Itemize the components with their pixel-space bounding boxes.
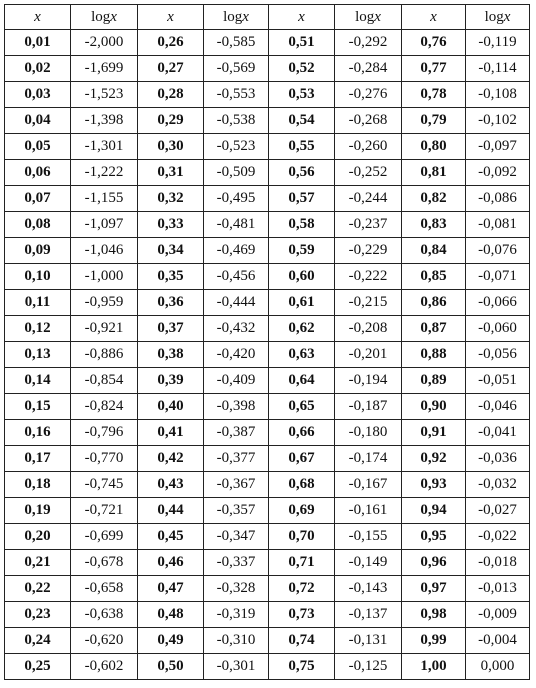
log-value-cell: -0,215 <box>335 290 402 316</box>
log-value-cell: -0,022 <box>466 524 530 550</box>
x-value-cell: 0,59 <box>269 238 335 264</box>
log-value-cell: -0,377 <box>204 446 269 472</box>
x-value-cell: 0,29 <box>138 108 204 134</box>
x-value-cell: 0,27 <box>138 56 204 82</box>
table-row <box>5 290 530 316</box>
table-row <box>5 186 530 212</box>
x-value-cell: 0,82 <box>402 186 466 212</box>
log-value-cell: -0,268 <box>335 108 402 134</box>
table-row <box>5 160 530 186</box>
header-log-var: x <box>110 8 117 25</box>
x-value-cell: 0,08 <box>5 212 71 238</box>
table-row <box>5 342 530 368</box>
log-value-cell: -0,328 <box>204 576 269 602</box>
log-value-cell: 0,000 <box>466 654 530 680</box>
header-log-var: x <box>374 8 381 25</box>
log-value-cell: -0,469 <box>204 238 269 264</box>
x-value-cell: 0,66 <box>269 420 335 446</box>
log-value-cell: -0,036 <box>466 446 530 472</box>
x-value-cell: 0,85 <box>402 264 466 290</box>
log-value-cell: -0,060 <box>466 316 530 342</box>
x-value-cell: 0,73 <box>269 602 335 628</box>
x-value-cell: 0,78 <box>402 82 466 108</box>
x-value-cell: 0,60 <box>269 264 335 290</box>
log-value-cell: -0,194 <box>335 368 402 394</box>
x-value-cell: 0,79 <box>402 108 466 134</box>
x-value-cell: 0,53 <box>269 82 335 108</box>
log-value-cell: -0,252 <box>335 160 402 186</box>
x-value-cell: 0,88 <box>402 342 466 368</box>
x-value-cell: 0,93 <box>402 472 466 498</box>
log-value-cell: -0,638 <box>71 602 138 628</box>
table-row <box>5 368 530 394</box>
x-value-cell: 0,18 <box>5 472 71 498</box>
table-row <box>5 316 530 342</box>
table-row <box>5 420 530 446</box>
header-log-var: x <box>503 8 511 25</box>
log-value-cell: -0,367 <box>204 472 269 498</box>
log-value-cell: -1,155 <box>71 186 138 212</box>
log-value-cell: -0,066 <box>466 290 530 316</box>
x-value-cell: 0,39 <box>138 368 204 394</box>
x-value-cell: 0,36 <box>138 290 204 316</box>
x-value-cell: 0,92 <box>402 446 466 472</box>
header-x: x <box>138 5 204 30</box>
log-value-cell: -1,000 <box>71 264 138 290</box>
log-value-cell: -0,119 <box>466 30 530 56</box>
x-value-cell: 0,69 <box>269 498 335 524</box>
x-value-cell: 0,42 <box>138 446 204 472</box>
x-value-cell: 0,24 <box>5 628 71 654</box>
x-value-cell: 0,95 <box>402 524 466 550</box>
x-value-cell: 1,00 <box>402 654 466 680</box>
log-value-cell: -0,699 <box>71 524 138 550</box>
log-value-cell: -0,137 <box>335 602 402 628</box>
log-value-cell: -1,097 <box>71 212 138 238</box>
x-value-cell: 0,13 <box>5 342 71 368</box>
x-value-cell: 0,98 <box>402 602 466 628</box>
x-value-cell: 0,02 <box>5 56 71 82</box>
log-value-cell: -0,244 <box>335 186 402 212</box>
x-value-cell: 0,35 <box>138 264 204 290</box>
table-row <box>5 602 530 628</box>
header-logx <box>335 5 402 30</box>
x-value-cell: 0,14 <box>5 368 71 394</box>
table-row <box>5 56 530 82</box>
x-value-cell: 0,44 <box>138 498 204 524</box>
header-x: x <box>269 5 335 30</box>
x-value-cell: 0,17 <box>5 446 71 472</box>
log-value-cell: -0,143 <box>335 576 402 602</box>
header-x: x <box>402 5 466 30</box>
log-value-cell: -0,292 <box>335 30 402 56</box>
x-value-cell: 0,19 <box>5 498 71 524</box>
log-value-cell: -0,620 <box>71 628 138 654</box>
log-value-cell: -0,347 <box>204 524 269 550</box>
log-value-cell: -1,523 <box>71 82 138 108</box>
x-value-cell: 0,09 <box>5 238 71 264</box>
x-value-cell: 0,48 <box>138 602 204 628</box>
x-value-cell: 0,21 <box>5 550 71 576</box>
x-value-cell: 0,80 <box>402 134 466 160</box>
x-value-cell: 0,89 <box>402 368 466 394</box>
log-value-cell: -0,921 <box>71 316 138 342</box>
log-value-cell: -0,004 <box>466 628 530 654</box>
log-value-cell: -0,155 <box>335 524 402 550</box>
log-table-container <box>4 4 530 680</box>
log-value-cell: -0,481 <box>204 212 269 238</box>
log-value-cell: -0,553 <box>204 82 269 108</box>
log-value-cell: -0,854 <box>71 368 138 394</box>
log-value-cell: -0,051 <box>466 368 530 394</box>
log-value-cell: -0,009 <box>466 602 530 628</box>
log-value-cell: -1,699 <box>71 56 138 82</box>
x-value-cell: 0,26 <box>138 30 204 56</box>
log-value-cell: -0,092 <box>466 160 530 186</box>
x-value-cell: 0,06 <box>5 160 71 186</box>
log-value-cell: -0,180 <box>335 420 402 446</box>
x-value-cell: 0,28 <box>138 82 204 108</box>
x-value-cell: 0,41 <box>138 420 204 446</box>
log-value-cell: -2,000 <box>71 30 138 56</box>
log-value-cell: -0,585 <box>204 30 269 56</box>
log-value-cell: -0,260 <box>335 134 402 160</box>
table-row <box>5 654 530 680</box>
x-value-cell: 0,31 <box>138 160 204 186</box>
log-value-cell: -0,658 <box>71 576 138 602</box>
log-value-cell: -0,097 <box>466 134 530 160</box>
x-value-cell: 0,15 <box>5 394 71 420</box>
x-value-cell: 0,62 <box>269 316 335 342</box>
table-row <box>5 238 530 264</box>
table-row <box>5 550 530 576</box>
x-value-cell: 0,16 <box>5 420 71 446</box>
table-row <box>5 628 530 654</box>
x-value-cell: 0,58 <box>269 212 335 238</box>
x-value-cell: 0,64 <box>269 368 335 394</box>
log-value-cell: -0,174 <box>335 446 402 472</box>
log-value-cell: -0,387 <box>204 420 269 446</box>
x-value-cell: 0,10 <box>5 264 71 290</box>
log-value-cell: -0,444 <box>204 290 269 316</box>
logarithm-table <box>4 4 530 680</box>
x-value-cell: 0,50 <box>138 654 204 680</box>
x-value-cell: 0,67 <box>269 446 335 472</box>
x-value-cell: 0,32 <box>138 186 204 212</box>
log-value-cell: -0,721 <box>71 498 138 524</box>
x-value-cell: 0,63 <box>269 342 335 368</box>
log-value-cell: -0,420 <box>204 342 269 368</box>
x-value-cell: 0,65 <box>269 394 335 420</box>
log-value-cell: -0,538 <box>204 108 269 134</box>
log-value-cell: -0,056 <box>466 342 530 368</box>
x-value-cell: 0,49 <box>138 628 204 654</box>
header-log-fn: log <box>484 8 504 25</box>
header-logx <box>466 5 530 30</box>
header-log-fn: log <box>223 8 243 25</box>
x-value-cell: 0,70 <box>269 524 335 550</box>
log-value-cell: -0,222 <box>335 264 402 290</box>
log-value-cell: -0,027 <box>466 498 530 524</box>
table-row <box>5 134 530 160</box>
log-value-cell: -0,125 <box>335 654 402 680</box>
x-value-cell: 0,46 <box>138 550 204 576</box>
log-value-cell: -0,276 <box>335 82 402 108</box>
x-value-cell: 0,71 <box>269 550 335 576</box>
x-value-cell: 0,68 <box>269 472 335 498</box>
x-value-cell: 0,57 <box>269 186 335 212</box>
table-row <box>5 82 530 108</box>
log-value-cell: -0,108 <box>466 82 530 108</box>
log-value-cell: -0,301 <box>204 654 269 680</box>
log-value-cell: -0,041 <box>466 420 530 446</box>
x-value-cell: 0,23 <box>5 602 71 628</box>
x-value-cell: 0,37 <box>138 316 204 342</box>
log-value-cell: -0,509 <box>204 160 269 186</box>
x-value-cell: 0,96 <box>402 550 466 576</box>
log-value-cell: -0,201 <box>335 342 402 368</box>
x-value-cell: 0,74 <box>269 628 335 654</box>
log-value-cell: -0,523 <box>204 134 269 160</box>
header-logx <box>204 5 269 30</box>
log-value-cell: -0,495 <box>204 186 269 212</box>
log-value-cell: -0,284 <box>335 56 402 82</box>
x-value-cell: 0,90 <box>402 394 466 420</box>
log-value-cell: -0,032 <box>466 472 530 498</box>
table-body <box>5 30 530 680</box>
x-value-cell: 0,25 <box>5 654 71 680</box>
log-value-cell: -0,187 <box>335 394 402 420</box>
log-value-cell: -0,229 <box>335 238 402 264</box>
log-value-cell: -0,167 <box>335 472 402 498</box>
table-row <box>5 446 530 472</box>
log-value-cell: -0,046 <box>466 394 530 420</box>
table-row <box>5 212 530 238</box>
x-value-cell: 0,47 <box>138 576 204 602</box>
x-value-cell: 0,77 <box>402 56 466 82</box>
log-value-cell: -0,071 <box>466 264 530 290</box>
log-value-cell: -0,131 <box>335 628 402 654</box>
table-row <box>5 30 530 56</box>
x-value-cell: 0,03 <box>5 82 71 108</box>
x-value-cell: 0,11 <box>5 290 71 316</box>
header-log-fn: log <box>91 8 111 25</box>
x-value-cell: 0,97 <box>402 576 466 602</box>
log-value-cell: -0,398 <box>204 394 269 420</box>
x-value-cell: 0,75 <box>269 654 335 680</box>
table-row <box>5 472 530 498</box>
log-value-cell: -1,398 <box>71 108 138 134</box>
table-row <box>5 524 530 550</box>
log-value-cell: -0,602 <box>71 654 138 680</box>
x-value-cell: 0,86 <box>402 290 466 316</box>
log-value-cell: -0,409 <box>204 368 269 394</box>
log-value-cell: -0,357 <box>204 498 269 524</box>
header-log-var: x <box>242 8 249 25</box>
header-x: x <box>5 5 71 30</box>
x-value-cell: 0,91 <box>402 420 466 446</box>
x-value-cell: 0,45 <box>138 524 204 550</box>
x-value-cell: 0,76 <box>402 30 466 56</box>
log-value-cell: -0,076 <box>466 238 530 264</box>
table-row <box>5 394 530 420</box>
x-value-cell: 0,04 <box>5 108 71 134</box>
x-value-cell: 0,51 <box>269 30 335 56</box>
x-value-cell: 0,81 <box>402 160 466 186</box>
x-value-cell: 0,84 <box>402 238 466 264</box>
log-value-cell: -0,161 <box>335 498 402 524</box>
log-value-cell: -0,770 <box>71 446 138 472</box>
x-value-cell: 0,54 <box>269 108 335 134</box>
x-value-cell: 0,87 <box>402 316 466 342</box>
log-value-cell: -0,013 <box>466 576 530 602</box>
x-value-cell: 0,40 <box>138 394 204 420</box>
x-value-cell: 0,55 <box>269 134 335 160</box>
table-row <box>5 498 530 524</box>
log-value-cell: -0,149 <box>335 550 402 576</box>
x-value-cell: 0,43 <box>138 472 204 498</box>
x-value-cell: 0,83 <box>402 212 466 238</box>
log-value-cell: -0,796 <box>71 420 138 446</box>
log-value-cell: -1,046 <box>71 238 138 264</box>
x-value-cell: 0,12 <box>5 316 71 342</box>
log-value-cell: -0,237 <box>335 212 402 238</box>
log-value-cell: -1,301 <box>71 134 138 160</box>
x-value-cell: 0,01 <box>5 30 71 56</box>
log-value-cell: -0,569 <box>204 56 269 82</box>
log-value-cell: -0,081 <box>466 212 530 238</box>
table-row <box>5 264 530 290</box>
log-value-cell: -0,678 <box>71 550 138 576</box>
x-value-cell: 0,20 <box>5 524 71 550</box>
log-value-cell: -0,456 <box>204 264 269 290</box>
x-value-cell: 0,33 <box>138 212 204 238</box>
x-value-cell: 0,07 <box>5 186 71 212</box>
log-value-cell: -0,102 <box>466 108 530 134</box>
log-value-cell: -0,824 <box>71 394 138 420</box>
x-value-cell: 0,56 <box>269 160 335 186</box>
table-row <box>5 576 530 602</box>
x-value-cell: 0,99 <box>402 628 466 654</box>
x-value-cell: 0,34 <box>138 238 204 264</box>
x-value-cell: 0,38 <box>138 342 204 368</box>
log-value-cell: -0,337 <box>204 550 269 576</box>
x-value-cell: 0,61 <box>269 290 335 316</box>
x-value-cell: 0,22 <box>5 576 71 602</box>
header-logx <box>71 5 138 30</box>
log-value-cell: -0,310 <box>204 628 269 654</box>
header-row <box>5 5 530 30</box>
table-row <box>5 108 530 134</box>
log-value-cell: -0,208 <box>335 316 402 342</box>
log-value-cell: -0,114 <box>466 56 530 82</box>
log-value-cell: -0,086 <box>466 186 530 212</box>
x-value-cell: 0,52 <box>269 56 335 82</box>
log-value-cell: -1,222 <box>71 160 138 186</box>
x-value-cell: 0,72 <box>269 576 335 602</box>
x-value-cell: 0,05 <box>5 134 71 160</box>
x-value-cell: 0,94 <box>402 498 466 524</box>
header-log-fn: log <box>355 8 375 25</box>
log-value-cell: -0,432 <box>204 316 269 342</box>
x-value-cell: 0,30 <box>138 134 204 160</box>
log-value-cell: -0,959 <box>71 290 138 316</box>
log-value-cell: -0,745 <box>71 472 138 498</box>
log-value-cell: -0,018 <box>466 550 530 576</box>
log-value-cell: -0,886 <box>71 342 138 368</box>
log-value-cell: -0,319 <box>204 602 269 628</box>
